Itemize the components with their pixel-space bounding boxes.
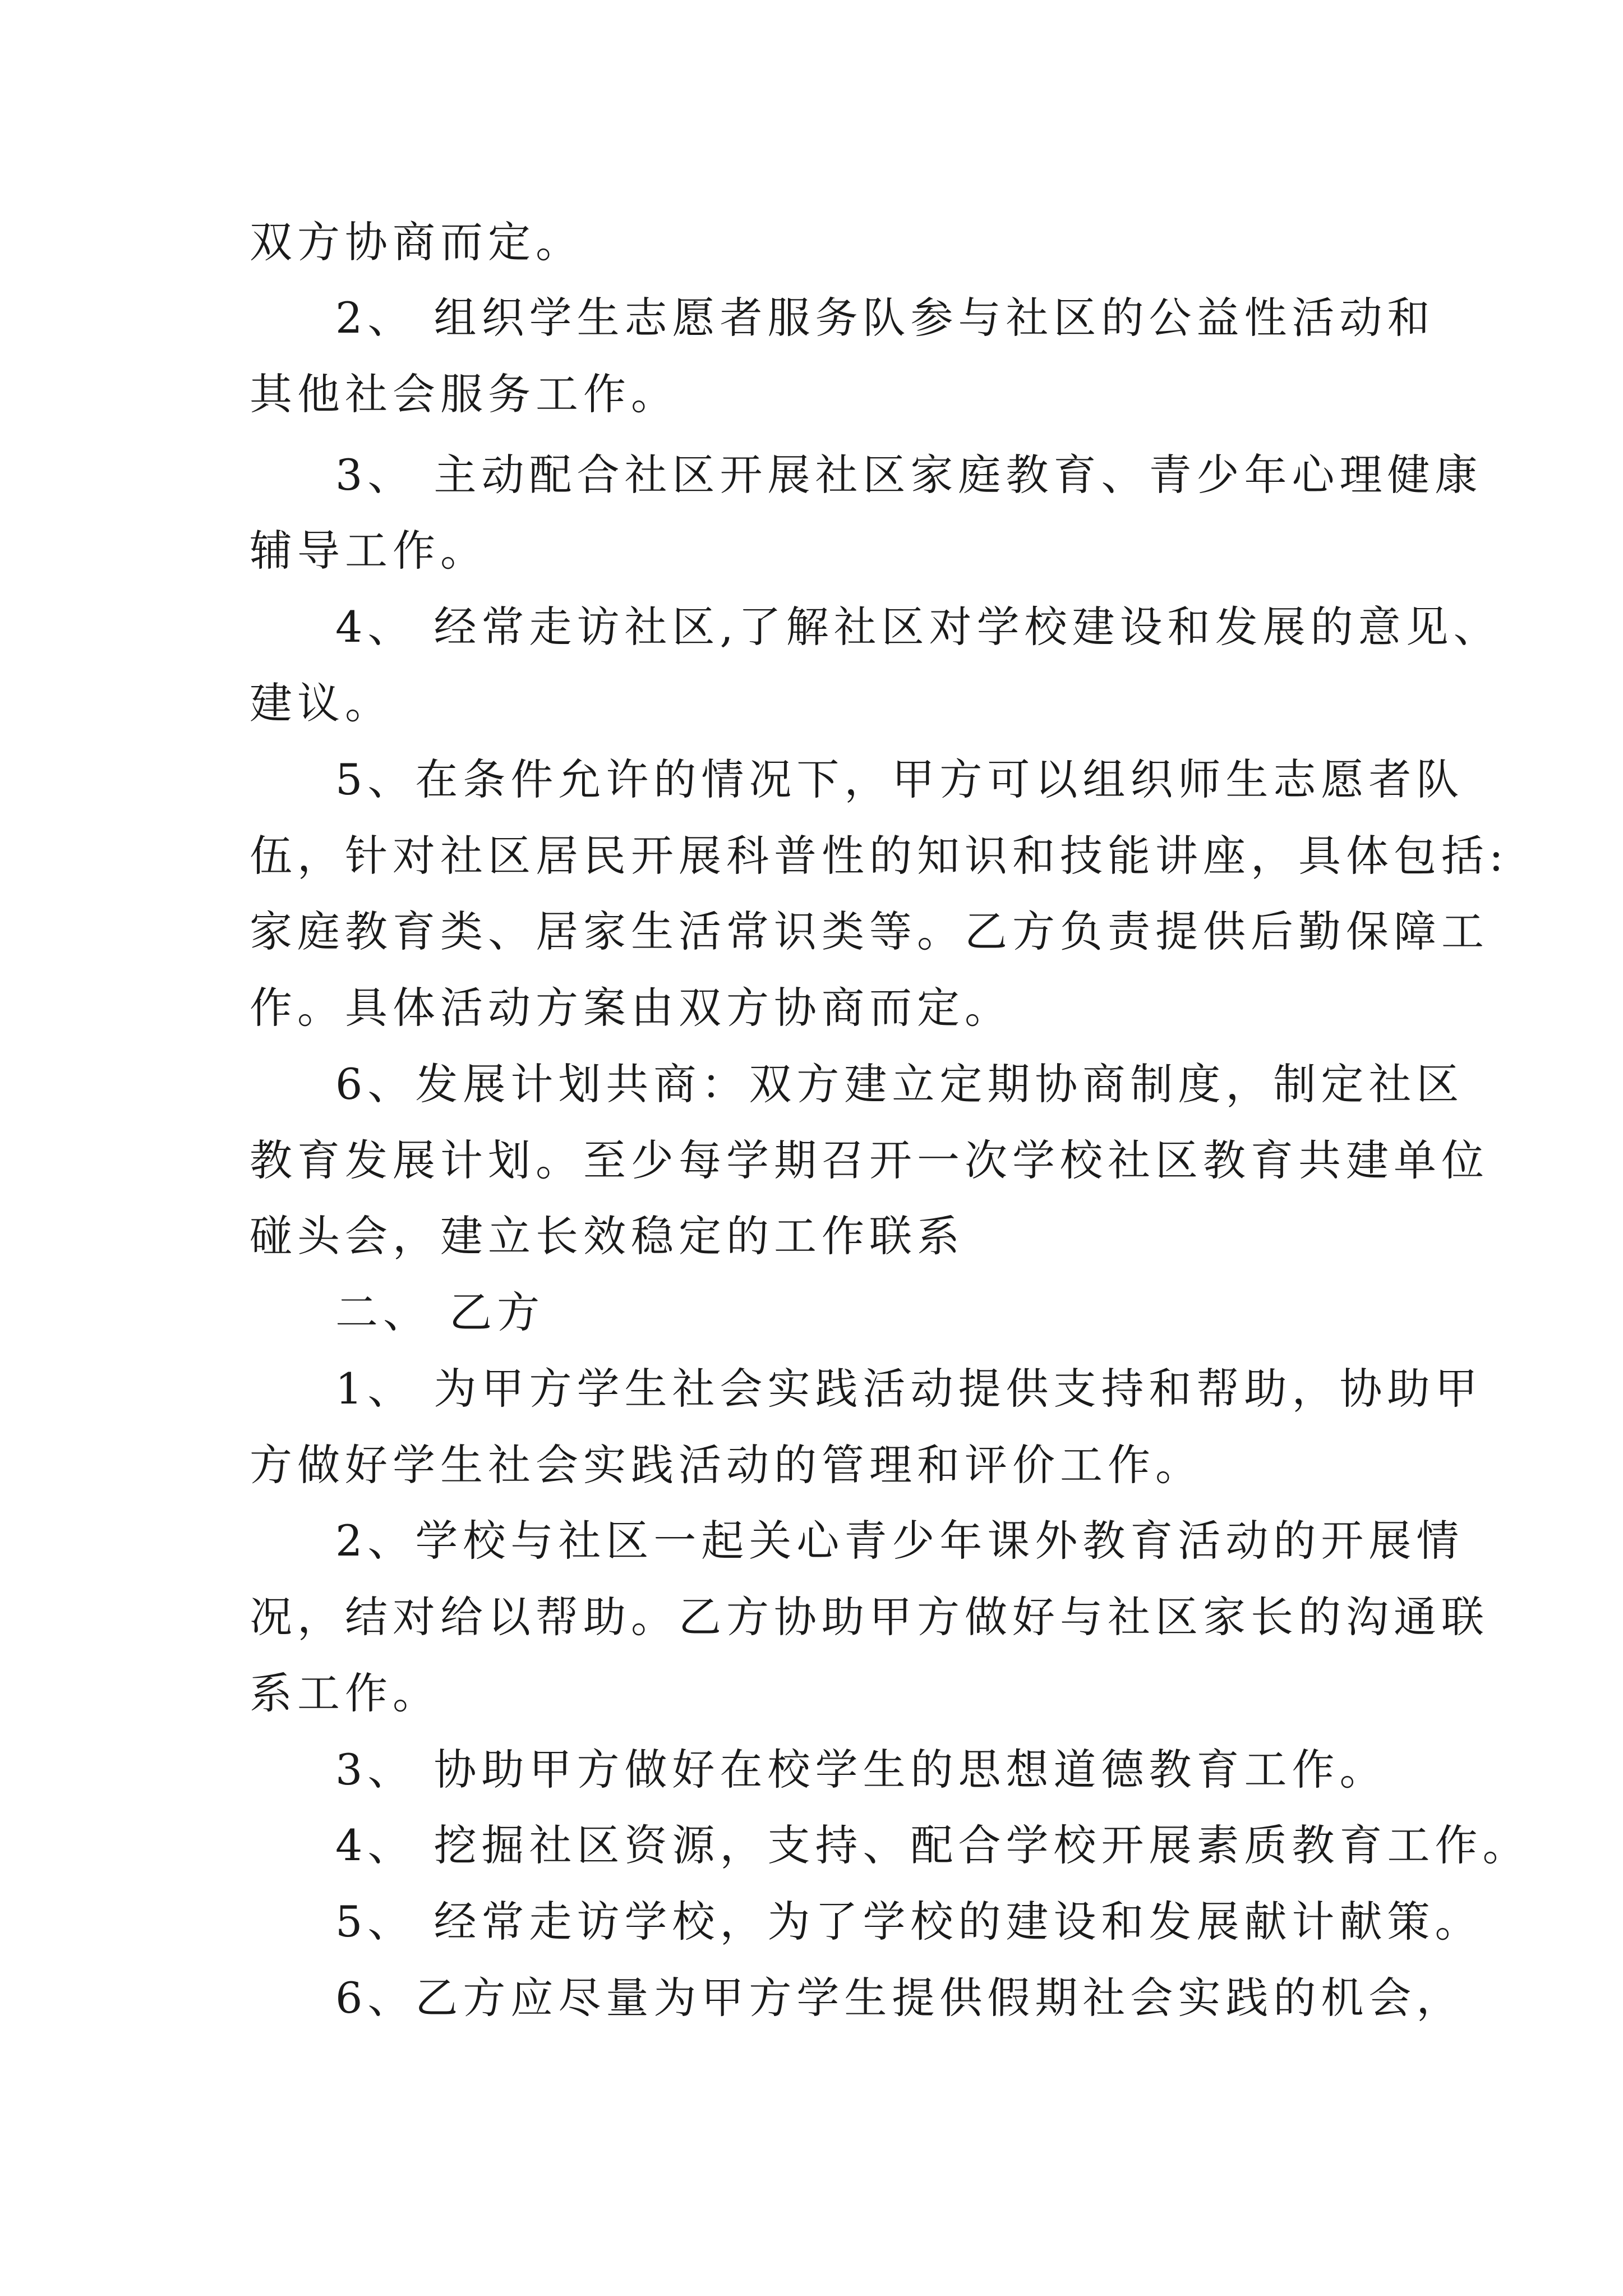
text-line: 教育发展计划。至少每学期召开一次学校社区教育共建单位 bbox=[250, 1135, 1489, 1185]
text-line: 6、发展计划共商：双方建立定期协商制度，制定社区 bbox=[335, 1059, 1464, 1109]
text-line: 建议。 bbox=[250, 678, 393, 728]
text-line: 2、 组织学生志愿者服务队参与社区的公益性活动和 bbox=[335, 293, 1435, 343]
text-line: 3、 协助甲方做好在校学生的思想道德教育工作。 bbox=[335, 1745, 1387, 1795]
text-line: 6、乙方应尽量为甲方学生提供假期社会实践的机会， bbox=[335, 1973, 1464, 2023]
text-line: 方做好学生社会实践活动的管理和评价工作。 bbox=[250, 1440, 1203, 1490]
text-line: 碰头会，建立长效稳定的工作联系 bbox=[250, 1211, 965, 1261]
text-line: 伍，针对社区居民开展科普性的知识和技能讲座，具体包括: bbox=[250, 831, 1509, 881]
text-line: 4、 经常走访社区,了解社区对学校建设和发展的意见、 bbox=[335, 602, 1501, 652]
text-line: 家庭教育类、居家生活常识类等。乙方负责提供后勤保障工 bbox=[250, 907, 1489, 956]
text-line: 1、 为甲方学生社会实践活动提供支持和帮助，协助甲 bbox=[335, 1364, 1483, 1414]
text-line: 2、学校与社区一起关心青少年课外教育活动的开展情 bbox=[335, 1516, 1464, 1566]
text-line: 双方协商而定。 bbox=[250, 217, 583, 267]
text-line: 辅导工作。 bbox=[250, 526, 488, 576]
text-line: 5、在条件允许的情况下，甲方可以组织师生志愿者队 bbox=[335, 754, 1464, 804]
text-line: 系工作。 bbox=[250, 1668, 440, 1718]
text-line: 3、 主动配合社区开展社区家庭教育、青少年心理健康 bbox=[335, 450, 1483, 500]
text-line: 4、 挖掘社区资源，支持、配合学校开展素质教育工作。 bbox=[335, 1820, 1530, 1870]
text-line: 其他社会服务工作。 bbox=[250, 369, 679, 419]
text-line: 况，结对给以帮助。乙方协助甲方做好与社区家长的沟通联 bbox=[250, 1592, 1489, 1642]
section-heading: 二、 乙方 bbox=[335, 1287, 545, 1337]
text-line: 作。具体活动方案由双方协商而定。 bbox=[250, 983, 1012, 1033]
text-line: 5、 经常走访学校，为了学校的建设和发展献计献策。 bbox=[335, 1897, 1483, 1947]
